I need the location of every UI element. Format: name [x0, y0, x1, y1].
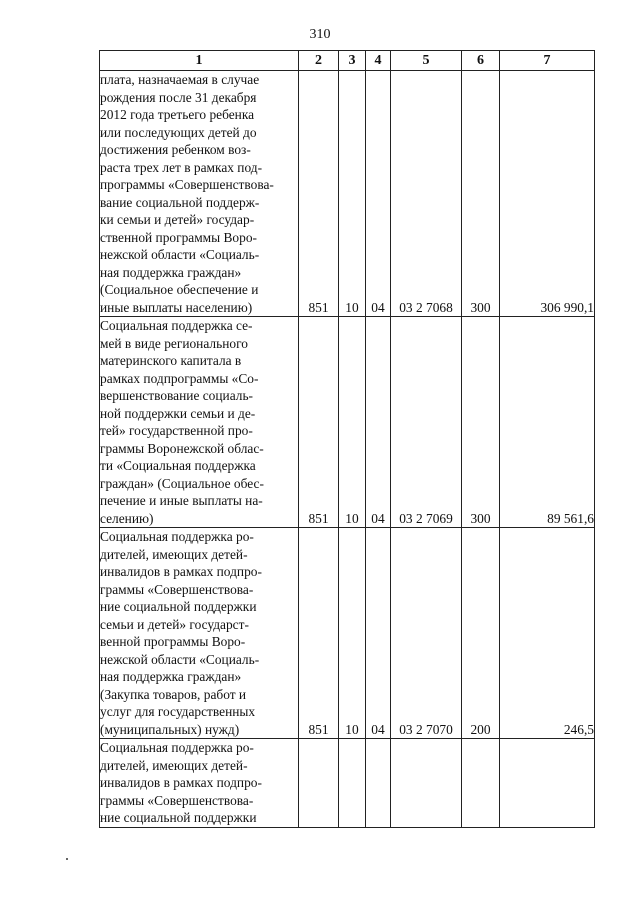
table-row	[100, 739, 595, 828]
budget-table	[99, 50, 595, 828]
section-code: 10	[339, 528, 366, 739]
ministry-code: 851	[299, 71, 339, 317]
ministry-code: 851	[299, 317, 339, 528]
description-line: (Социальное обеспечение и	[100, 282, 259, 297]
expense-type-code: 200	[462, 528, 500, 739]
column-header: 1	[100, 51, 299, 71]
description-line: тей» государственной про-	[100, 423, 253, 438]
ministry-code	[299, 739, 339, 828]
description-line: печение и иные выплаты на-	[100, 493, 263, 508]
description-line: рождения после 31 декабря	[100, 89, 257, 105]
expense-type-code	[462, 739, 500, 828]
description-line: венной программы Воро-	[100, 634, 246, 649]
description-line: семьи и детей» государст-	[100, 616, 249, 632]
expense-type-code: 300	[462, 317, 500, 528]
amount-value: 246,5	[500, 528, 595, 739]
section-code	[339, 739, 366, 828]
column-header: 2	[299, 51, 339, 71]
description-line: ная поддержка граждан»	[100, 264, 242, 280]
description-line: вершенствование социаль-	[100, 388, 254, 403]
description-line: рамках подпрограммы «Со-	[100, 370, 259, 386]
description-line: Социальная поддержка ро-	[100, 740, 254, 755]
description-line: (муниципальных) нужд)	[100, 721, 240, 737]
description-line: селению)	[100, 510, 154, 526]
target-article-code	[391, 739, 462, 828]
description-line: граммы «Совершенствова-	[100, 792, 254, 808]
amount-value: 306 990,1	[500, 71, 595, 317]
description-line: нежской области «Социаль-	[100, 247, 260, 262]
target-article-code: 03 2 7070	[391, 528, 462, 739]
row-description	[100, 71, 299, 317]
description-line: ки семьи и детей» государ-	[100, 212, 255, 227]
description-line: плата, назначаемая в случае	[100, 72, 260, 87]
description-line: дителей, имеющих детей-	[100, 546, 248, 562]
description-line: ти «Социальная поддержка	[100, 458, 256, 473]
description-line: ная поддержка граждан»	[100, 669, 242, 684]
target-article-code: 03 2 7069	[391, 317, 462, 528]
table-row	[100, 71, 595, 317]
description-line: вание социальной поддерж-	[100, 194, 260, 210]
description-line: достижения ребенком воз-	[100, 142, 251, 157]
description-line: граждан» (Социальное обес-	[100, 475, 264, 491]
column-header: 4	[366, 51, 391, 71]
description-line: ние социальной поддержки	[100, 599, 257, 614]
subsection-code	[366, 739, 391, 828]
description-line: программы «Совершенствова-	[100, 177, 274, 192]
column-header: 7	[500, 51, 595, 71]
description-line: Социальная поддержка ро-	[100, 529, 254, 544]
description-line: услуг для государственных	[100, 704, 256, 719]
scan-speck	[66, 858, 68, 860]
page-number: 310	[309, 27, 331, 42]
subsection-code: 04	[366, 317, 391, 528]
header-row	[100, 51, 595, 71]
target-article-code: 03 2 7068	[391, 71, 462, 317]
description-line: ной поддержки семьи и де-	[100, 405, 256, 421]
amount-value: 89 561,6	[500, 317, 595, 528]
description-line: ние социальной поддержки	[100, 810, 257, 825]
description-line: граммы Воронежской облас-	[100, 440, 264, 456]
subsection-code: 04	[366, 71, 391, 317]
description-line: граммы «Совершенствова-	[100, 581, 254, 597]
description-line: мей в виде регионального	[100, 335, 248, 351]
subsection-code: 04	[366, 528, 391, 739]
column-header: 5	[391, 51, 462, 71]
amount-value	[500, 739, 595, 828]
row-description	[100, 528, 299, 739]
description-line: 2012 года третьего ребенка	[100, 107, 255, 122]
column-header: 3	[339, 51, 366, 71]
section-code: 10	[339, 71, 366, 317]
row-description	[100, 317, 299, 528]
ministry-code: 851	[299, 528, 339, 739]
description-line: или последующих детей до	[100, 124, 257, 140]
description-line: Социальная поддержка се-	[100, 318, 253, 333]
description-line: раста трех лет в рамках под-	[100, 159, 263, 175]
column-header: 6	[462, 51, 500, 71]
table-row	[100, 528, 595, 739]
table-row	[100, 317, 595, 528]
description-line: дителей, имеющих детей-	[100, 757, 248, 773]
description-line: иные выплаты населению)	[100, 299, 253, 315]
description-line: инвалидов в рамках подпро-	[100, 775, 262, 790]
description-line: (Закупка товаров, работ и	[100, 686, 247, 702]
description-line: нежской области «Социаль-	[100, 651, 260, 667]
description-line: материнского капитала в	[100, 353, 242, 368]
row-description	[100, 739, 299, 828]
description-line: инвалидов в рамках подпро-	[100, 564, 262, 579]
section-code: 10	[339, 317, 366, 528]
description-line: ственной программы Воро-	[100, 229, 257, 245]
expense-type-code: 300	[462, 71, 500, 317]
